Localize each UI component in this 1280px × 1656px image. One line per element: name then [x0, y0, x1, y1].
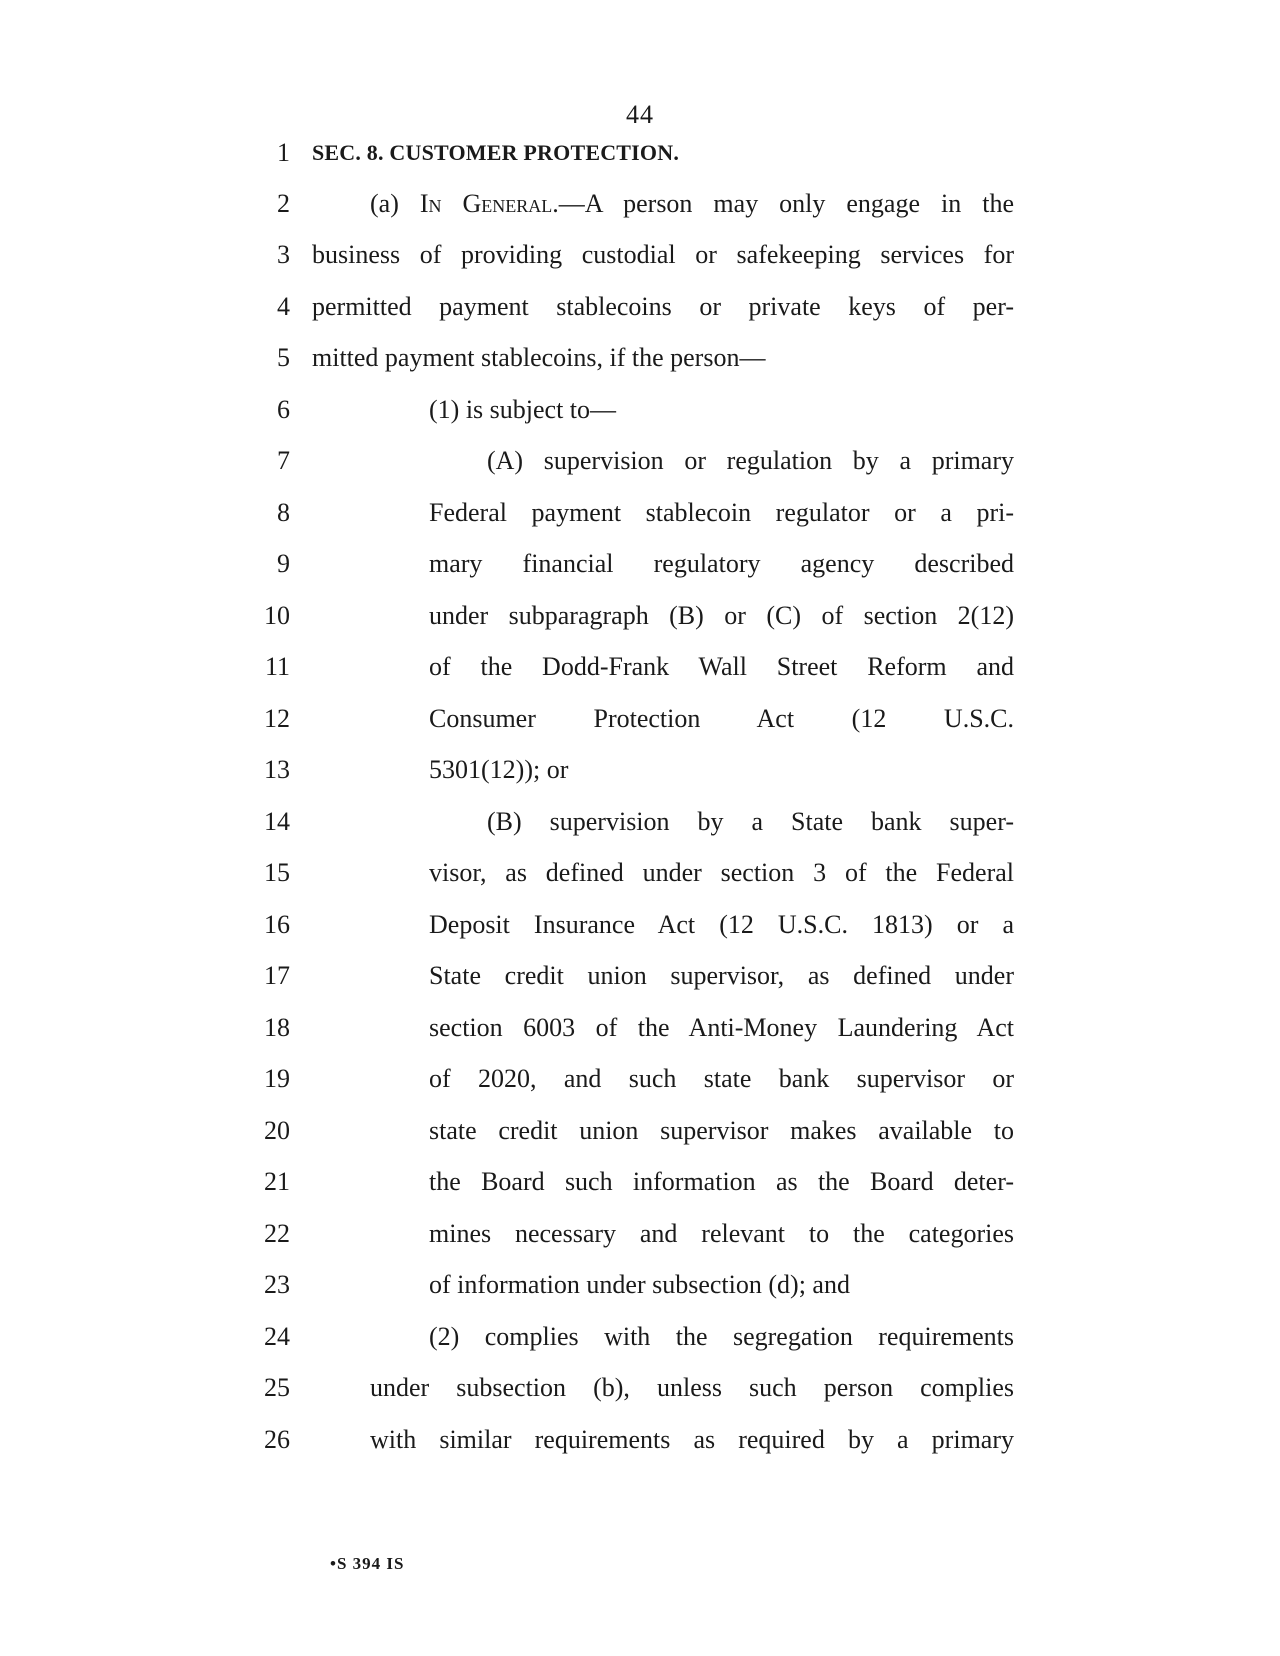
bill-line — [0, 699, 1280, 739]
line-number: 11 — [264, 652, 290, 681]
line-number: 21 — [264, 1167, 290, 1196]
line-number: 9 — [277, 549, 290, 578]
line-text: mitted payment stablecoins, if the person— — [312, 343, 766, 372]
bill-identifier-footer: •S 394 IS — [330, 1554, 405, 1573]
line-text: under subparagraph (B) or (C) of section 2(12) — [429, 601, 1014, 630]
line-text: mary financial regulatory agency described — [429, 549, 1014, 578]
line-text: business of providing custodial or safekeeping services for — [312, 240, 1014, 269]
line-number: 25 — [264, 1373, 290, 1402]
line-number: 18 — [264, 1013, 290, 1042]
bill-line — [0, 441, 1280, 481]
line-number: 24 — [264, 1322, 290, 1351]
bill-line — [0, 287, 1280, 327]
bill-line — [0, 853, 1280, 893]
line-text: (B) supervision by a State bank super- — [487, 807, 1014, 836]
bill-line — [0, 1111, 1280, 1151]
line-text: permitted payment stablecoins or private keys of per- — [312, 292, 1014, 321]
line-text: with similar requirements as required by a primary — [370, 1425, 1014, 1454]
bill-line — [0, 1059, 1280, 1099]
line-number: 8 — [277, 498, 290, 527]
line-text: visor, as defined under section 3 of the Federal — [429, 858, 1014, 887]
bill-line — [0, 1420, 1280, 1460]
line-number: 16 — [264, 910, 290, 939]
line-number: 17 — [264, 961, 290, 990]
line-text: the Board such information as the Board deter- — [429, 1167, 1014, 1196]
bill-line — [0, 1265, 1280, 1305]
line-number: 5 — [277, 343, 290, 372]
line-number: 1 — [277, 138, 290, 167]
line-text: (A) supervision or regulation by a primary — [487, 446, 1014, 475]
line-number: 6 — [277, 395, 290, 424]
bill-line — [0, 1317, 1280, 1357]
line-number: 4 — [277, 292, 290, 321]
section-heading: SEC. 8. CUSTOMER PROTECTION. — [312, 140, 680, 165]
line-text: Deposit Insurance Act (12 U.S.C. 1813) or a — [429, 910, 1014, 939]
line-number: 19 — [264, 1064, 290, 1093]
line-text: mines necessary and relevant to the categories — [429, 1219, 1014, 1248]
bill-line — [0, 802, 1280, 842]
page-number: 44 — [626, 100, 654, 129]
line-number: 13 — [264, 755, 290, 784]
bill-line — [0, 1214, 1280, 1254]
line-text: section 6003 of the Anti-Money Laundering Act — [429, 1013, 1014, 1042]
bill-line — [0, 544, 1280, 584]
line-text: state credit union supervisor makes available to — [429, 1116, 1014, 1145]
bill-line — [0, 390, 1280, 430]
subsection-a-prefix: (a) — [370, 189, 420, 218]
line-number: 26 — [264, 1425, 290, 1454]
line-number: 3 — [277, 240, 290, 269]
bill-line — [0, 750, 1280, 790]
line-text: State credit union supervisor, as defined under — [429, 961, 1014, 990]
line-number: 15 — [264, 858, 290, 887]
line-text: 5301(12)); or — [429, 755, 569, 784]
line-number: 10 — [264, 601, 290, 630]
bill-line — [0, 1368, 1280, 1408]
line-number: 22 — [264, 1219, 290, 1248]
subsection-a-rest: .—A person may only engage in the — [552, 189, 1014, 218]
bill-line — [0, 647, 1280, 687]
subsection-a-caption: In General — [419, 189, 553, 218]
bill-line — [0, 493, 1280, 533]
bill-line — [0, 596, 1280, 636]
bill-line — [0, 1008, 1280, 1048]
line-text: of the Dodd-Frank Wall Street Reform and — [429, 652, 1014, 681]
line-text: Consumer Protection Act (12 U.S.C. — [429, 704, 1014, 733]
bill-line — [0, 133, 1280, 173]
bill-line — [0, 956, 1280, 996]
bill-line — [0, 905, 1280, 945]
line-number: 12 — [264, 704, 290, 733]
line-text: under subsection (b), unless such person complies — [370, 1373, 1014, 1402]
line-text: (1) is subject to— — [429, 395, 617, 424]
bill-line — [0, 1162, 1280, 1202]
bill-line — [0, 338, 1280, 378]
line-number: 14 — [264, 807, 290, 836]
line-number: 23 — [264, 1270, 290, 1299]
line-text: Federal payment stablecoin regulator or a pri- — [429, 498, 1014, 527]
line-number: 20 — [264, 1116, 290, 1145]
bill-line — [0, 184, 1280, 224]
line-number: 2 — [277, 189, 290, 218]
subsection-a-text — [370, 184, 1014, 224]
bill-line — [0, 235, 1280, 275]
line-text: of information under subsection (d); and — [429, 1270, 850, 1299]
line-text: of 2020, and such state bank supervisor or — [429, 1064, 1014, 1093]
line-text: (2) complies with the segregation requirements — [429, 1322, 1014, 1351]
line-number: 7 — [277, 446, 290, 475]
